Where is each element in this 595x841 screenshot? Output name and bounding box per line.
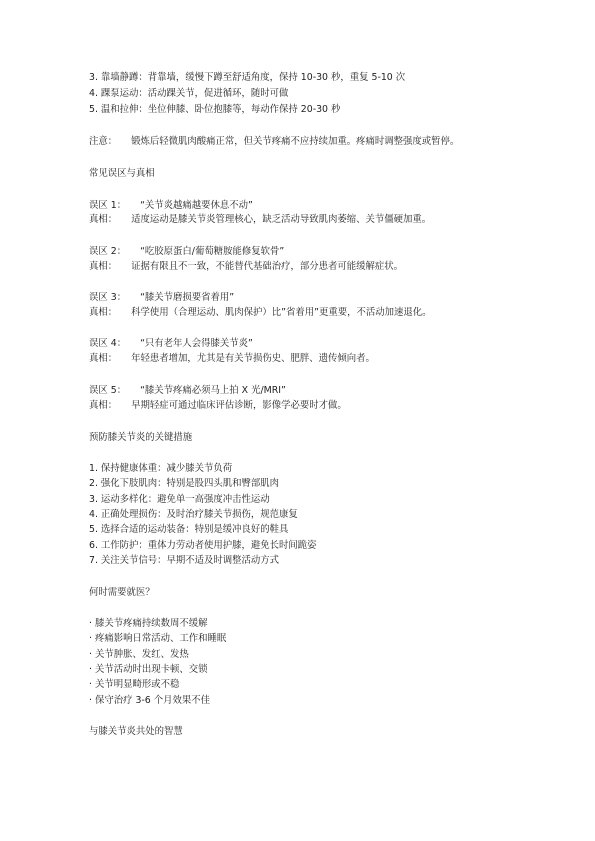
truth-text: 年轻患者增加，尤其是有关节损伤史、肥胖、遗传倾向者。	[131, 353, 375, 364]
myth-line	[89, 338, 253, 350]
truth-label: 真相：	[89, 214, 118, 225]
myth-text: “吃胶原蛋白/葡萄糖胺能修复软骨”	[140, 246, 285, 257]
truth-label: 真相：	[89, 261, 118, 272]
section-heading-closing: 与膝关节炎共处的智慧	[89, 726, 183, 737]
note-label: 注意：	[89, 136, 118, 147]
myth-line	[89, 385, 286, 397]
truth-line	[89, 400, 347, 412]
prevention-item: 3. 运动多样化：避免单一高强度冲击性运动	[89, 494, 270, 505]
doctor-list-item: · 疼痛影响日常活动、工作和睡眠	[89, 633, 227, 644]
truth-label: 真相：	[89, 353, 118, 364]
truth-line	[89, 214, 431, 226]
myth-label: 误区 3：	[89, 292, 127, 303]
truth-line	[89, 261, 403, 273]
myth-label: 误区 5：	[89, 385, 127, 396]
myth-line	[89, 246, 284, 258]
prevention-item: 1. 保持健康体重：减少膝关节负荷	[89, 463, 233, 474]
truth-label: 真相：	[89, 307, 118, 318]
truth-line	[89, 353, 375, 365]
myth-text: “关节炎越痛越要休息不动”	[140, 200, 253, 211]
myth-text: “膝关节磨损要省着用”	[140, 292, 235, 303]
exercise-item: 3. 靠墙静蹲：背靠墙，缓慢下蹲至舒适角度，保持 10-30 秒，重复 5-10 次	[89, 72, 406, 83]
prevention-item: 2. 强化下肢肌肉：特别是股四头肌和臀部肌肉	[89, 478, 280, 489]
truth-text: 科学使用（合理运动、肌肉保护）比”省着用”更重要，不活动加速退化。	[131, 307, 432, 318]
myth-text: “膝关节疼痛必须马上拍 X 光/MRI”	[140, 385, 286, 396]
truth-text: 早期轻症可通过临床评估诊断，影像学必要时才做。	[131, 400, 347, 411]
prevention-item: 7. 关注关节信号：早期不适及时调整活动方式	[89, 555, 280, 566]
truth-label: 真相：	[89, 400, 118, 411]
truth-line	[89, 307, 431, 319]
myth-label: 误区 1：	[89, 200, 127, 211]
doctor-list-item: · 关节明显畸形或不稳	[89, 679, 180, 690]
note-text: 锻炼后轻微肌肉酸痛正常，但关节疼痛不应持续加重。疼痛时调整强度或暂停。	[131, 136, 460, 147]
doctor-list-item: · 保守治疗 3-6 个月效果不佳	[89, 695, 210, 706]
prevention-item: 4. 正确处理损伤：及时治疗膝关节损伤，规范康复	[89, 509, 298, 520]
myth-line	[89, 292, 234, 304]
myth-text: “只有老年人会得膝关节炎”	[140, 338, 253, 349]
section-heading-myths: 常见误区与真相	[89, 168, 155, 179]
prevention-item: 6. 工作防护：重体力劳动者使用护膝，避免长时间跪姿	[89, 540, 317, 551]
myth-label: 误区 2：	[89, 246, 127, 257]
doctor-list-item: · 关节活动时出现卡顿、交锁	[89, 664, 208, 675]
truth-text: 适度运动是膝关节炎管理核心，缺乏活动导致肌肉萎缩、关节僵硬加重。	[131, 214, 432, 225]
section-heading-prevention: 预防膝关节炎的关键措施	[89, 432, 193, 443]
doctor-list-item: · 关节肿胀、发红、发热	[89, 649, 189, 660]
section-heading-doctor: 何时需要就医？	[89, 587, 155, 598]
exercise-item: 4. 踝泵运动：活动踝关节，促进循环，随时可做	[89, 88, 289, 99]
myth-label: 误区 4：	[89, 338, 127, 349]
exercise-item: 5. 温和拉伸：坐位伸膝、卧位抱膝等，每动作保持 20-30 秒	[89, 104, 341, 115]
note-line	[89, 136, 459, 148]
prevention-item: 5. 选择合适的运动装备：特别是缓冲良好的鞋具	[89, 524, 289, 535]
doctor-list-item: · 膝关节疼痛持续数周不缓解	[89, 618, 208, 629]
myth-line	[89, 200, 253, 212]
truth-text: 证据有限且不一致，不能替代基础治疗，部分患者可能缓解症状。	[131, 261, 404, 272]
